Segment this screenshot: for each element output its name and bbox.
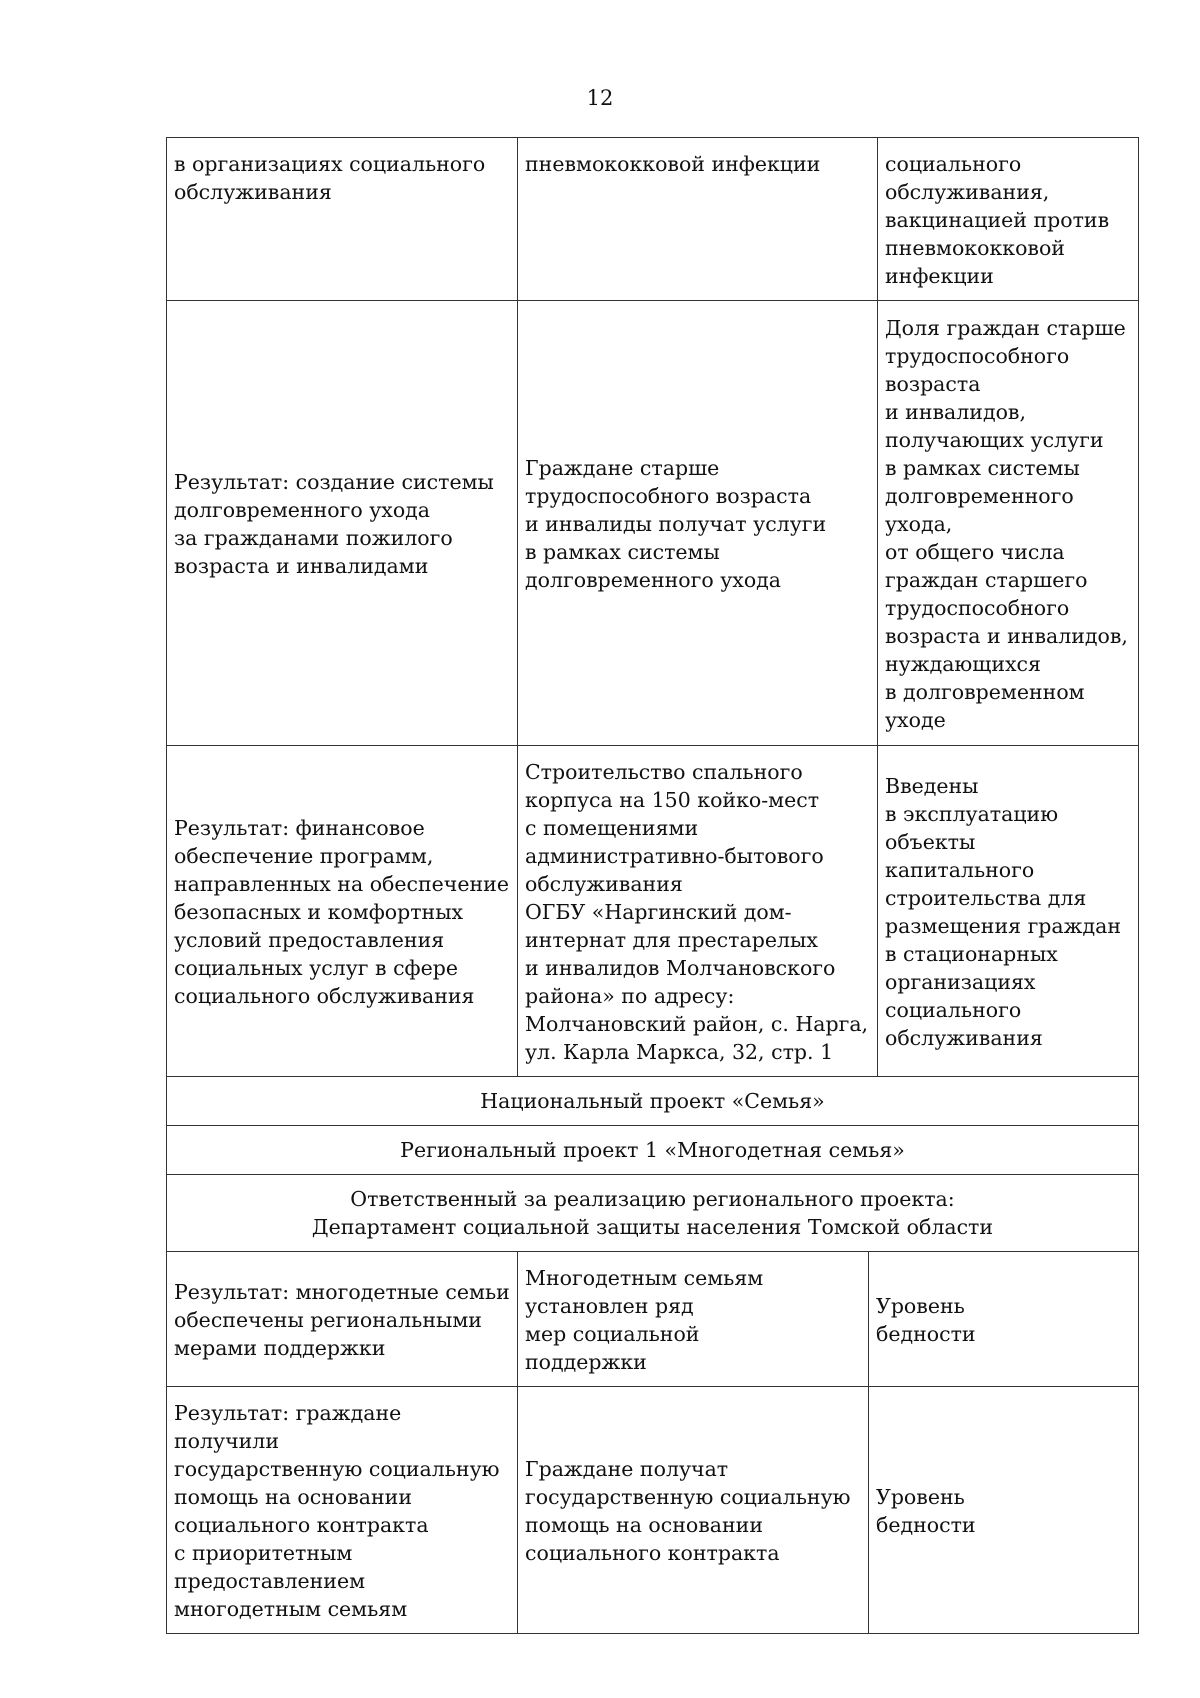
- section-header-row: [167, 1175, 1139, 1252]
- document-table-wrapper: [166, 137, 1138, 1634]
- indicator-cell: социального обслуживания, вакцинацией против пневмококковой инфекции: [878, 138, 1139, 301]
- description-cell: Граждане получат государственную социальную помощь на основании социального контракта: [518, 1386, 869, 1633]
- national-project-header: Национальный проект «Семья»: [167, 1077, 1139, 1126]
- description-cell: Строительство спального корпуса на 150 койко-мест с помещениями административно-бытового обслуживания ОГБУ «Наргинский дом- интернат для престарелых и инвалидов Молчановского района» по адресу: Молчановский район, с. Нарга, ул. Карла Маркса, 32, стр. 1: [518, 746, 878, 1077]
- document-table: [166, 137, 1139, 1252]
- page-number: 12: [586, 86, 614, 110]
- table-row: [167, 746, 1139, 1077]
- table-row: [167, 1386, 1139, 1633]
- description-cell: Многодетным семьям установлен ряд мер социальной поддержки: [518, 1251, 869, 1386]
- indicator-cell: Доля граждан старше трудоспособного возраста и инвалидов, получающих услуги в рамках системы долговременного ухода, от общего числа граждан старшего трудоспособного возраста и инвалидов, нуждающихся в долговременном уходе: [878, 301, 1139, 746]
- indicator-cell: Уровень бедности: [869, 1251, 1139, 1386]
- table-row: [167, 1251, 1139, 1386]
- description-cell: Граждане старше трудоспособного возраста и инвалиды получат услуги в рамках системы долговременного ухода: [518, 301, 878, 746]
- result-cell: в организациях социального обслуживания: [167, 138, 518, 301]
- indicator-cell: Уровень бедности: [869, 1386, 1139, 1633]
- table-row: [167, 301, 1139, 746]
- table-row: [167, 138, 1139, 301]
- regional-project-header: Региональный проект 1 «Многодетная семья»: [167, 1126, 1139, 1175]
- section-header-row: [167, 1126, 1139, 1175]
- section-header-row: [167, 1077, 1139, 1126]
- result-cell: Результат: граждане получили государственную социальную помощь на основании социального контракта с приоритетным предоставлением многодетным семьям: [167, 1386, 518, 1633]
- description-cell: пневмококковой инфекции: [518, 138, 878, 301]
- responsible-header: Ответственный за реализацию регионального проекта: Департамент социальной защиты населения Томской области: [167, 1175, 1139, 1252]
- result-cell: Результат: финансовое обеспечение программ, направленных на обеспечение безопасных и комфортных условий предоставления социальных услуг в сфере социального обслуживания: [167, 746, 518, 1077]
- result-cell: Результат: многодетные семьи обеспечены региональными мерами поддержки: [167, 1251, 518, 1386]
- indicator-cell: Введены в эксплуатацию объекты капитального строительства для размещения граждан в стационарных организациях социального обслуживания: [878, 746, 1139, 1077]
- document-table-part2: [166, 1251, 1139, 1634]
- result-cell: Результат: создание системы долговременного ухода за гражданами пожилого возраста и инвалидами: [167, 301, 518, 746]
